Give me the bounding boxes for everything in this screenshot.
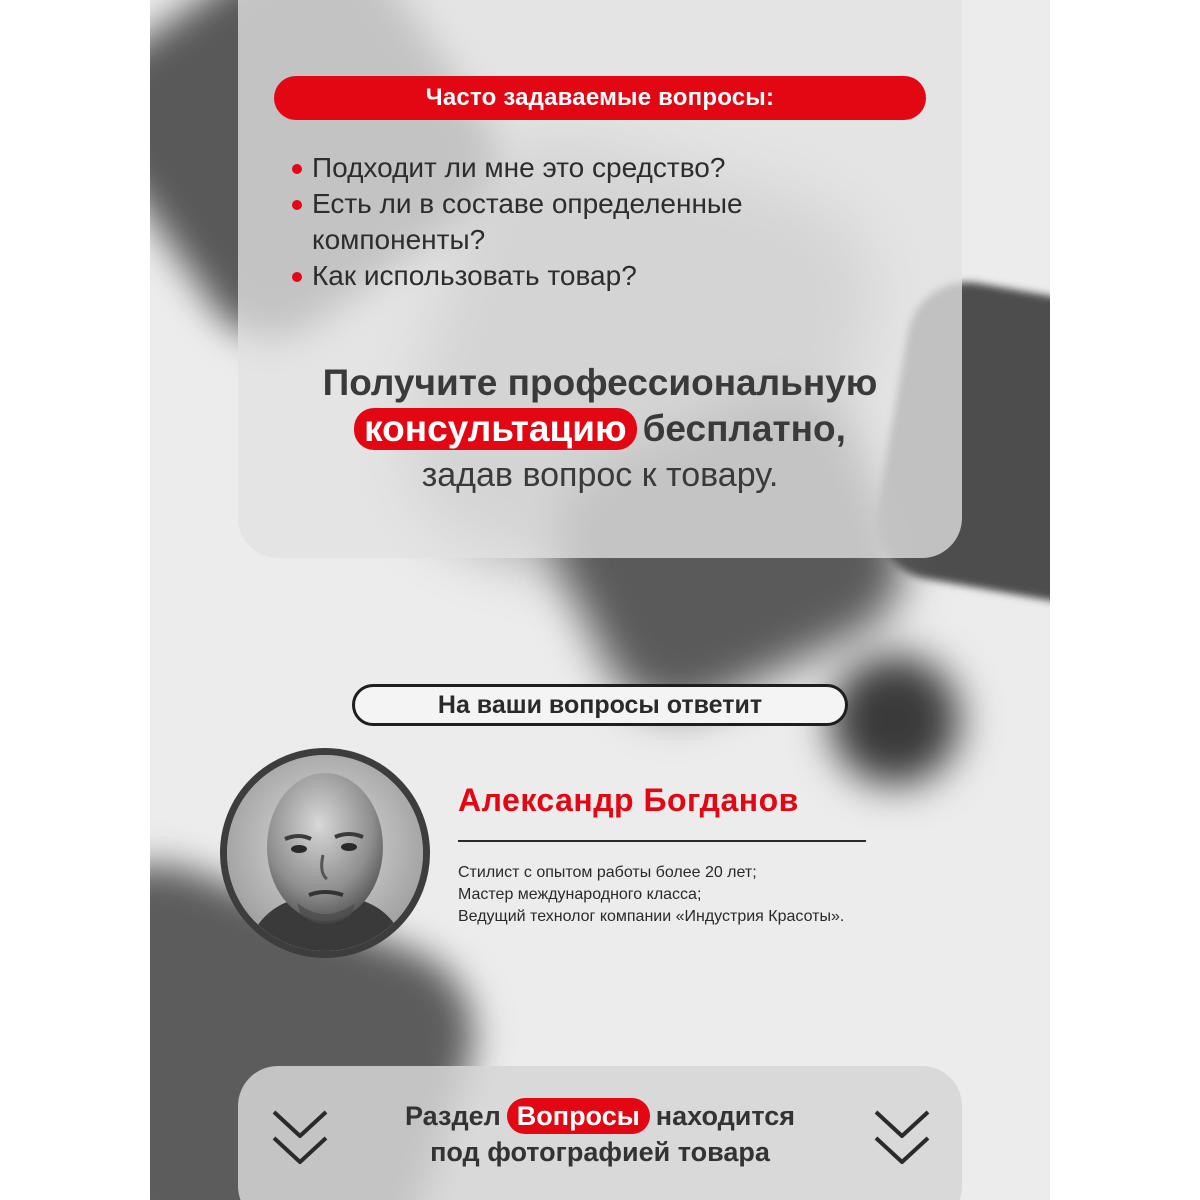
consult-line1: Получите профессиональную xyxy=(322,362,878,403)
expert-bio-line: Мастер международного класса; xyxy=(458,886,702,903)
consult-block xyxy=(238,360,962,498)
consult-line2-rest: бесплатно, xyxy=(642,408,846,449)
footer-text xyxy=(350,1098,850,1170)
consult-line2 xyxy=(238,406,962,452)
double-chevron-down-icon xyxy=(270,1104,330,1174)
footer-suffix: находится xyxy=(655,1101,795,1131)
expert-name: Александр Богданов xyxy=(458,782,799,818)
footer-line1 xyxy=(350,1098,850,1134)
faq-list xyxy=(292,150,892,294)
person-portrait-icon xyxy=(227,755,423,951)
double-chevron-down-icon xyxy=(872,1104,932,1174)
expert-avatar xyxy=(220,748,430,958)
expert-bio-line: Ведущий технолог компании «Индустрия Красоты». xyxy=(458,908,845,925)
expert-bio xyxy=(458,862,1018,928)
faq-item: Есть ли в составе определенные компоненты? xyxy=(292,186,892,258)
decor-shape xyxy=(830,655,960,785)
expert-bio-line: Стилист с опытом работы более 20 лет; xyxy=(458,864,757,881)
faq-title: Часто задаваемые вопросы: xyxy=(274,76,926,120)
faq-item: Подходит ли мне это средство? xyxy=(292,150,892,186)
consult-highlight: консультацию xyxy=(354,408,636,450)
footer-prefix: Раздел xyxy=(405,1101,501,1131)
footer-line2: под фотографией товара xyxy=(430,1137,770,1167)
faq-item: Как использовать товар? xyxy=(292,258,892,294)
answer-label: На ваши вопросы ответит xyxy=(352,684,848,726)
divider xyxy=(458,840,866,842)
footer-highlight: Вопросы xyxy=(507,1098,650,1134)
promo-page xyxy=(150,0,1050,1200)
consult-line3: задав вопрос к товару. xyxy=(421,456,779,494)
